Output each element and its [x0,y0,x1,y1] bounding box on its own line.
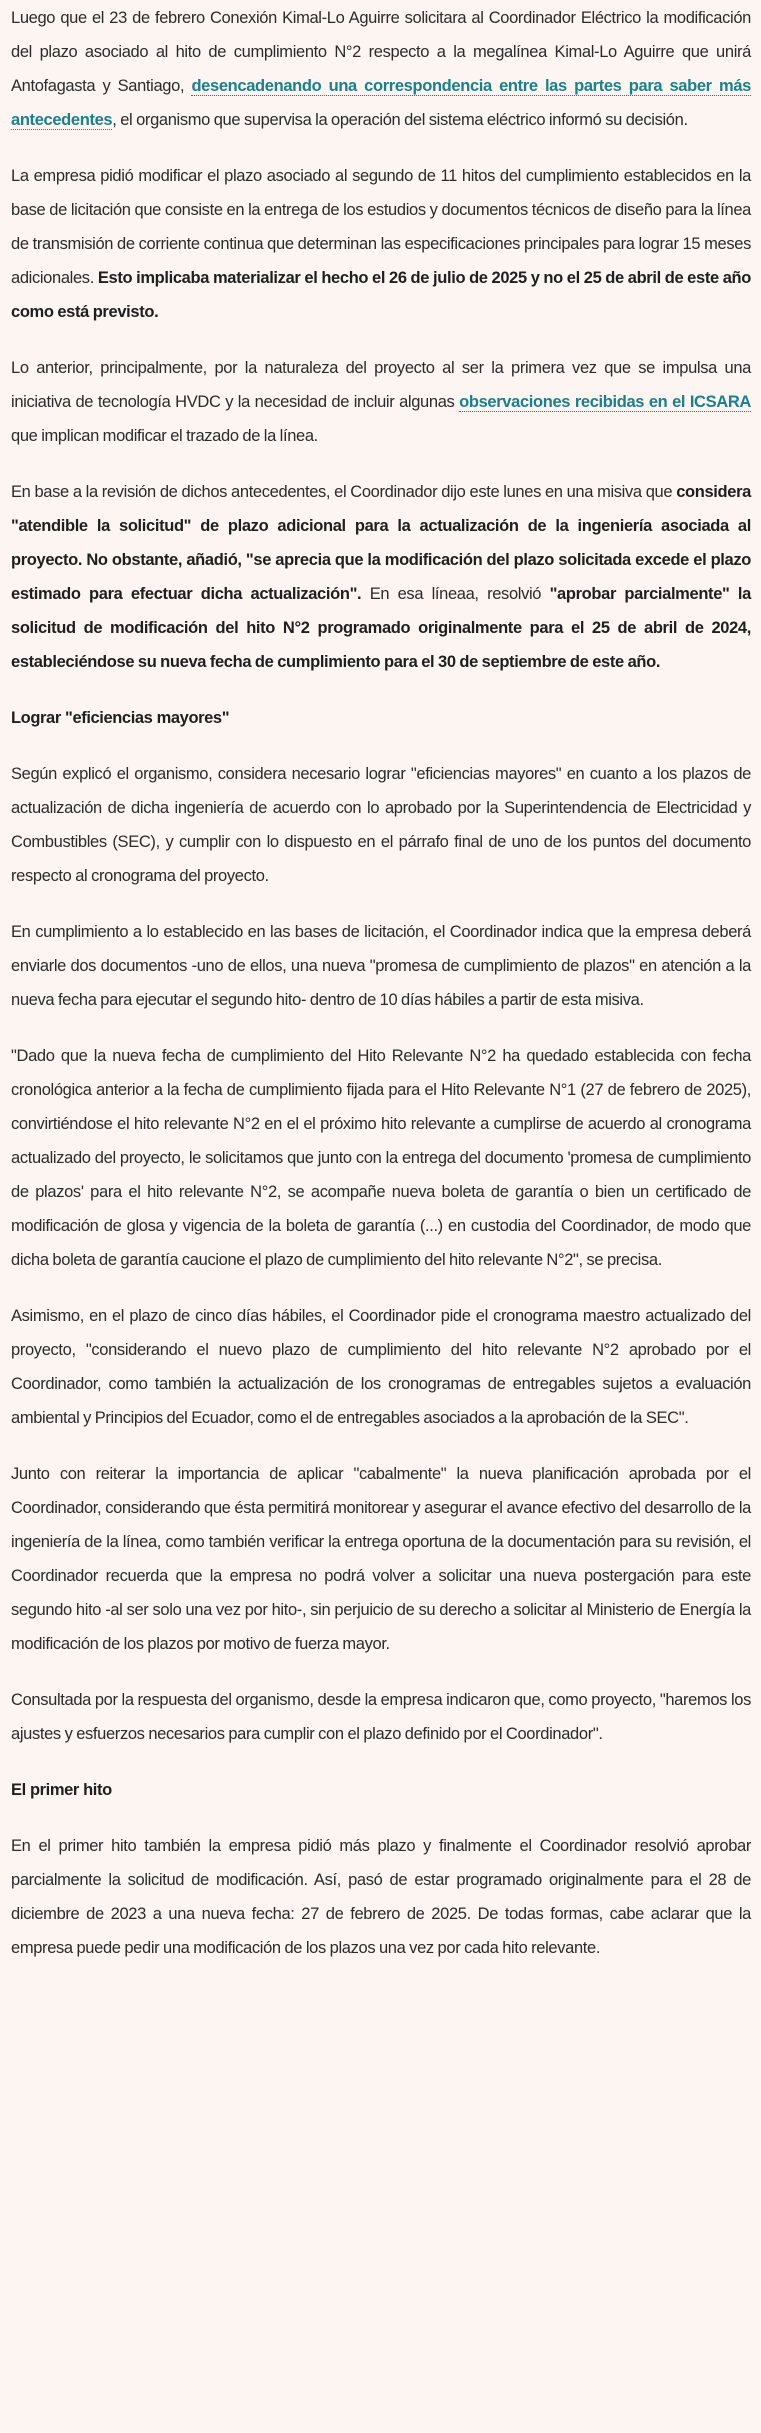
paragraph-text: Luego que el 23 de febrero Conexión Kimal-Lo Aguirre solicitara al Coordinador Eléctrico la modificación del plazo asociado al hito de cumplimiento N°2 respecto a la megalínea Kimal-Lo Aguirre que unirá Antofagasta y Santiago, [11,9,751,95]
paragraph: Junto con reiterar la importancia de aplicar "cabalmente" la nueva planificación aprobada por el Coordinador, considerando que ésta permitirá monitorear y asegurar el avance efectivo del desarrollo de la ingeniería de la línea, como también verificar la entrega oportuna de la documentación para su revisión, el Coordinador recuerda que la empresa no podrá volver a solicitar una nueva postergación para este segundo hito -al ser solo una vez por hito-, sin perjuicio de su derecho a solicitar al Ministerio de Energía la modificación de los plazos por motivo de fuerza mayor. [11,1465,751,1653]
paragraph-intro [11,0,751,137]
paragraph-text: En esa líneaa, resolvió [361,585,550,603]
paragraph-bold-text: "aprobar parcialmente" la solicitud de modificación del hito N°2 programado originalmente para el 25 de abril de 2024, estableciéndose su nueva fecha de cumplimiento para el 30 de septiembre de este año. [11,585,751,671]
subheading-eficiencias: Lograr "eficiencias mayores" [11,709,230,727]
paragraph-decision [11,475,751,679]
paragraph-bold-text: considera "atendible la solicitud" de plazo adicional para la actualización de la ingeniería asociada al proyecto. No obstante, añadió, "se aprecia que la modificación del plazo solicitada excede el plazo estimado para efectuar dicha actualización". [11,483,751,603]
paragraph-request [11,159,751,329]
paragraph-text: que implican modificar el trazado de la línea. [11,427,318,445]
paragraph-reasons [11,351,751,453]
paragraph: En cumplimiento a lo establecido en las bases de licitación, el Coordinador indica que la empresa deberá enviarle dos documentos -uno de ellos, una nueva "promesa de cumplimiento de plazos" en atención a la nueva fecha para ejecutar el segundo hito- dentro de 10 días hábiles a partir de esta misiva. [11,923,751,1009]
paragraph: En el primer hito también la empresa pidió más plazo y finalmente el Coordinador resolvió aprobar parcialmente la solicitud de modificación. Así, pasó de estar programado originalmente para el 28 de diciembre de 2023 a una nueva fecha: 27 de febrero de 2025. De todas formas, cabe aclarar que la empresa puede pedir una modificación de los plazos una vez por cada hito relevante. [11,1837,751,1957]
paragraph: Según explicó el organismo, considera necesario lograr "eficiencias mayores" en cuanto a los plazos de actualización de dicha ingeniería de acuerdo con lo aprobado por la Superintendencia de Electricidad y Combustibles (SEC), y cumplir con lo dispuesto en el párrafo final de uno de los puntos del documento respecto al cronograma del proyecto. [11,765,751,885]
paragraph-bold-text: Esto implicaba materializar el hecho el 26 de julio de 2025 y no el 25 de abril de este año como está previsto. [11,269,751,321]
paragraph-text: Lo anterior, principalmente, por la naturaleza del proyecto al ser la primera vez que se impulsa una iniciativa de tecnología HVDC y la necesidad de incluir algunas [11,359,751,411]
paragraph: Consultada por la respuesta del organismo, desde la empresa indicaron que, como proyecto, "haremos los ajustes y esfuerzos necesarios para cumplir con el plazo definido por el Coordinador". [11,1691,751,1743]
subheading-primer-hito: El primer hito [11,1781,112,1799]
paragraph: Asimismo, en el plazo de cinco días hábiles, el Coordinador pide el cronograma maestro actualizado del proyecto, "considerando el nuevo plazo de cumplimiento del hito relevante N°2 aprobado por el Coordinador, como también la actualización de los cronogramas de entregables sujetos a evaluación ambiental y Principios del Ecuador, como el de entregables asociados a la aprobación de la SEC". [11,1307,751,1427]
paragraph-text: En base a la revisión de dichos antecedentes, el Coordinador dijo este lunes en una misiva que [11,483,677,501]
paragraph-text: La empresa pidió modificar el plazo asociado al segundo de 11 hitos del cumplimiento establecidos en la base de licitación que consiste en la entrega de los estudios y documentos técnicos de diseño para la línea de transmisión de corriente continua que determinan las especificaciones principales para lograr 15 meses adicionales. [11,167,751,287]
paragraph-quote: "Dado que la nueva fecha de cumplimiento del Hito Relevante N°2 ha quedado establecida con fecha cronológica anterior a la fecha de cumplimiento fijada para el Hito Relevante N°1 (27 de febrero de 2025), convirtiéndose el hito relevante N°2 en el el próximo hito relevante a cumplirse de acuerdo al cronograma actualizado del proyecto, le solicitamos que junto con la entrega del documento 'promesa de cumplimiento de plazos' para el hito relevante N°2, se acompañe nueva boleta de garantía o bien un certificado de modificación de glosa y vigencia de la boleta de garantía (...) en custodia del Coordinador, de modo que dicha boleta de garantía caucione el plazo de cumplimiento del hito relevante N°2", se precisa. [11,1047,751,1269]
paragraph-text: , el organismo que supervisa la operación del sistema eléctrico informó su decisión. [112,111,688,129]
correspondence-link[interactable]: desencadenando una correspondencia entre las partes para saber más antecedentes [11,77,751,129]
icsara-link[interactable]: observaciones recibidas en el ICSARA [459,393,751,411]
